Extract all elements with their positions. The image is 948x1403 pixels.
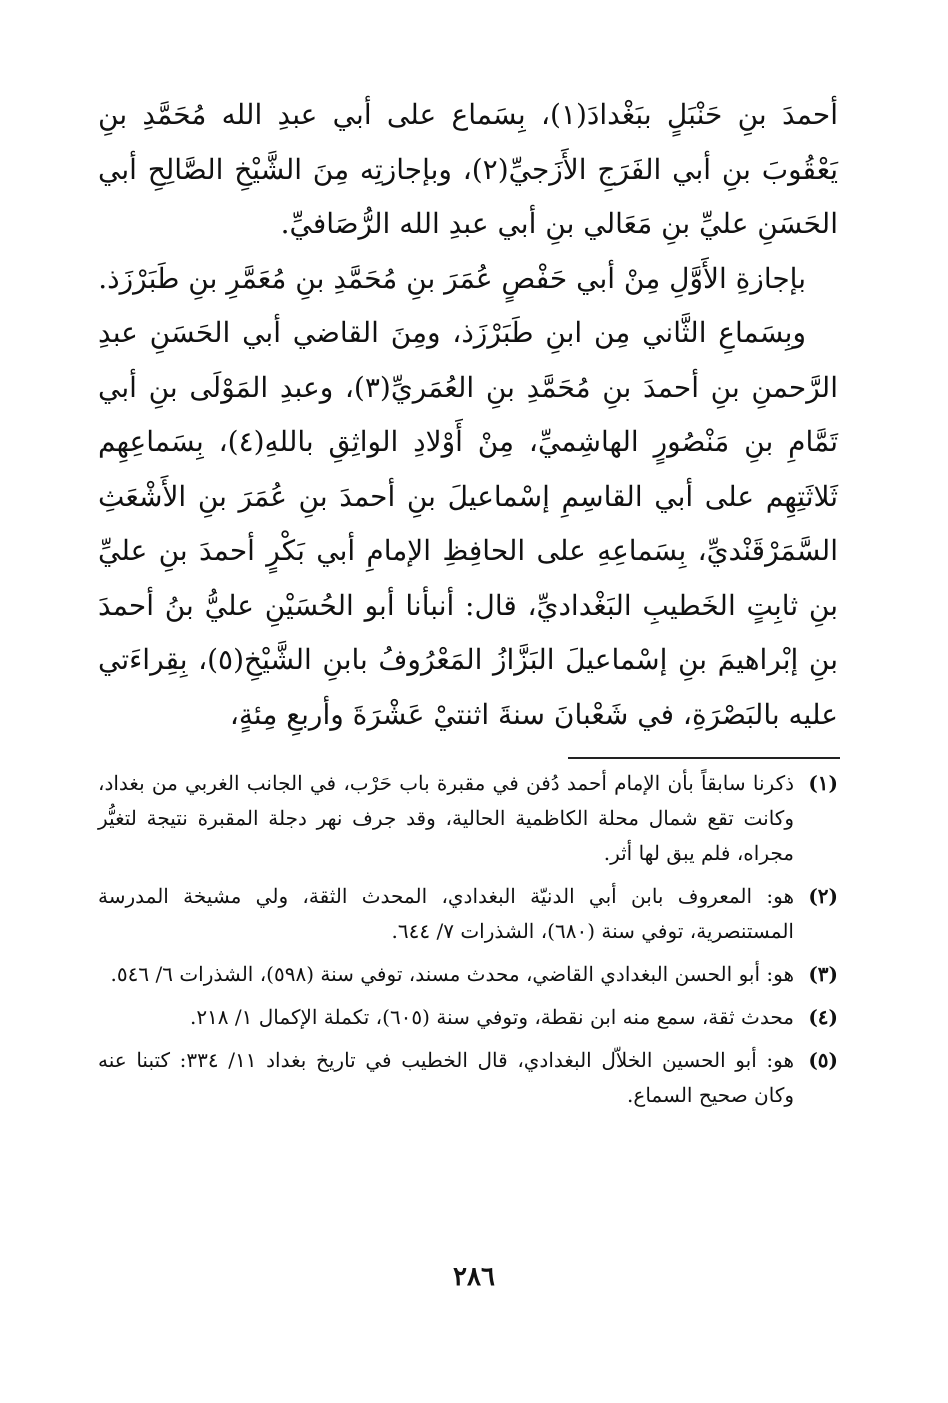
footnote-text: هو: أبو الحسين الخلاّل البغدادي، قال الخطيب في تاريخ بغداد ١١/ ٣٣٤: كتبنا عنه وكان صحيح السماع. (98, 1048, 794, 1107)
footnote-text: محدث ثقة، سمع منه ابن نقطة، وتوفي سنة (٦٠٥)، تكملة الإكمال ١/ ٢١٨. (189, 1005, 794, 1029)
footnote-number: (٣) (808, 962, 838, 986)
footnote-item (98, 1043, 838, 1113)
footnote-text: ذكرنا سابقاً بأن الإمام أحمد دُفن في مقبرة باب حَرْب، في الجانب الغربي من بغداد، وكانت تقع شمال محلة الكاظمية الحالية، وقد جرف نهر دجلة المقبرة نتيجة لتغيُّر مجراه، فلم يبق لها أثر. (98, 771, 794, 865)
footnote-divider (568, 757, 840, 759)
footnote-item (98, 766, 838, 871)
footnote-item (98, 1000, 838, 1035)
footnotes (98, 766, 838, 1121)
footnote-number: (٥) (808, 1048, 838, 1072)
main-paragraph: وبِسَماعِ الثَّاني مِن ابنِ طَبَرْزَذ، ومِنَ القاضي أبي الحَسَنِ عبدِ الرَّحمنِ بنِ أحمدَ بنِ مُحَمَّدِ بنِ العُمَريِّ(٣)، وعبدِ المَوْلَى بنِ أبي تَمَّامِ بنِ مَنْصُورٍ الهاشِميِّ، مِنْ أَوْلادِ الواثِقِ باللهِ(٤)، بِسَماعِهِم ثَلاثَتِهِم على أبي القاسِمِ إسْماعيلَ بنِ أحمدَ بنِ عُمَرَ بنِ الأَشْعَثِ السَّمَرْقَنْديِّ، بِسَماعِهِ على الحافِظِ الإمامِ أبي بَكْرٍ أحمدَ بنِ عليِّ بنِ ثابِتٍ الخَطيبِ البَغْداديِّ، قال: أنبأنا أبو الحُسَيْنِ عليُّ بنُ أحمدَ بنِ إبْراهيمَ بنِ إسْماعيلَ البَزَّازُ المَعْرُوفُ بابنِ الشَّيْخِ(٥)، بِقِراءَتي عليه بالبَصْرَةِ، في شَعْبانَ سنةَ اثنتيْ عَشْرَةَ وأربعِ مِئةٍ، (98, 316, 839, 731)
page-number: ٢٨٦ (453, 1262, 495, 1292)
footnote-text: هو: المعروف بابن أبي الدنيّة البغدادي، المحدث الثقة، ولي مشيخة المدرسة المستنصرية، توفي سنة (٦٨٠)، الشذرات ٧/ ٦٤٤. (98, 884, 794, 943)
footnote-number: (٤) (808, 1005, 838, 1029)
footnote-text: هو: أبو الحسن البغدادي القاضي، محدث مسند، توفي سنة (٥٩٨)، الشذرات ٦/ ٥٤٦. (110, 962, 794, 986)
footnote-number: (٢) (808, 884, 838, 908)
main-text (98, 88, 838, 742)
footnote-item (98, 879, 838, 949)
footnote-item (98, 957, 838, 992)
main-paragraph: أحمدَ بنِ حَنْبَلٍ ببَغْدادَ(١)، بِسَماع على أبي عبدِ الله مُحَمَّدِ بنِ يَعْقُوبَ بنِ أبي الفَرَجِ الأَزَجيِّ(٢)، وبإجازتِه مِنَ الشَّيْخِ الصَّالِحِ أبي الحَسَنِ عليِّ بنِ مَعَالي بنِ أبي عبدِ الله الرُّصَافيِّ. (98, 98, 838, 240)
main-paragraph: بإجازةِ الأَوَّلِ مِنْ أبي حَفْصٍ عُمَرَ بنِ مُحَمَّدِ بنِ مُعَمَّرِ بنِ طَبَرْزَذ. (98, 261, 806, 295)
footnote-number: (١) (808, 771, 838, 795)
